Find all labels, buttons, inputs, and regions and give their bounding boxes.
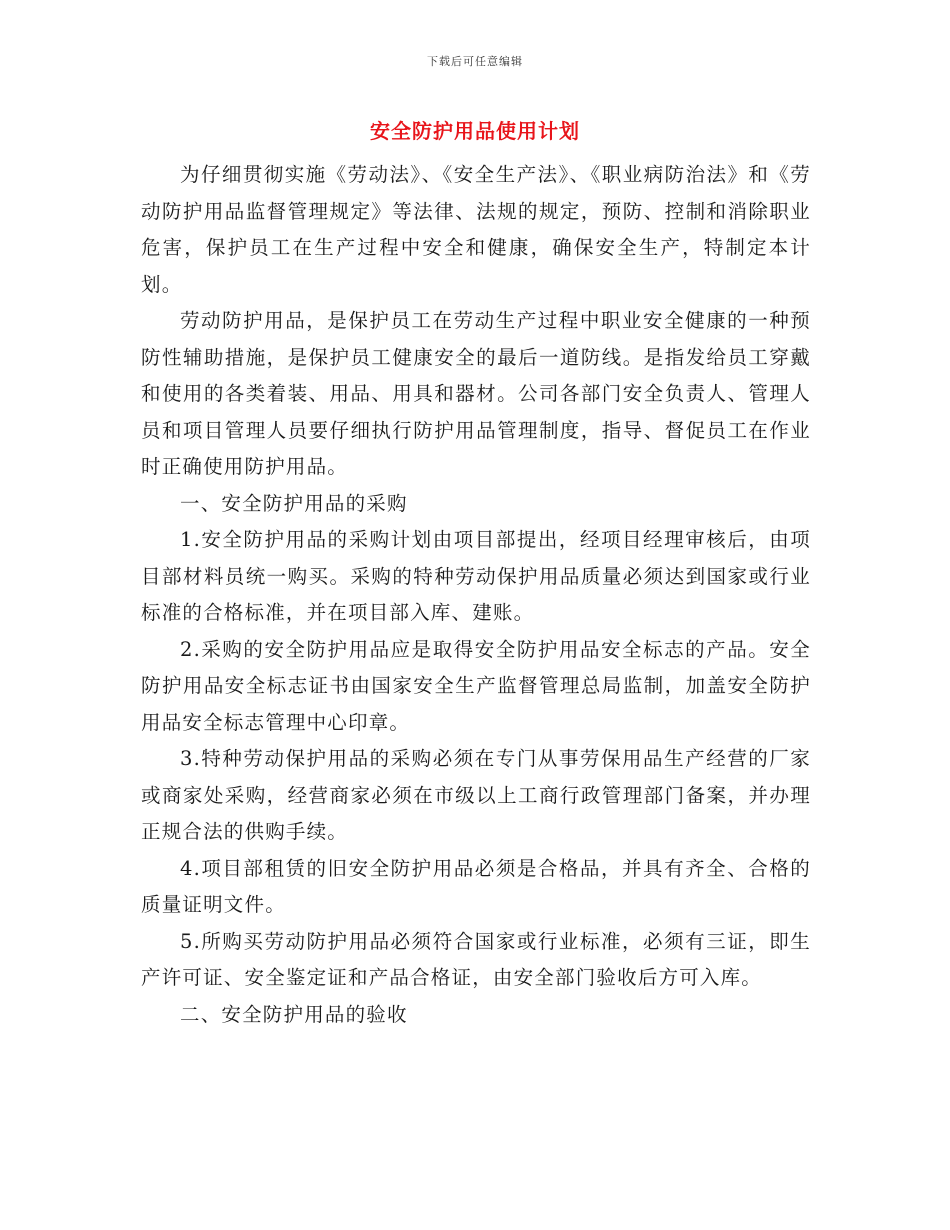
list-item: 1.安全防护用品的采购计划由项目部提出，经项目经理审核后，由项目部材料员统一购买。采购的特种劳动保护用品质量必须达到国家或行业标准的合格标准，并在项目部入库、建账。 — [141, 528, 811, 624]
list-item: 4.项目部租赁的旧安全防护用品必须是合格品，并具有齐全、合格的质量证明文件。 — [141, 856, 811, 916]
document-title: 安全防护用品使用计划 — [370, 119, 580, 143]
paragraph-intro: 为仔细贯彻实施《劳动法》、《安全生产法》、《职业病防治法》和《劳动防护用品监督管理规定》等法律、法规的规定，预防、控制和消除职业危害，保护员工在生产过程中安全和健康，确保安全生产，特制定本计划。 — [141, 163, 811, 296]
document-body — [141, 157, 811, 1033]
list-item: 5.所购买劳动防护用品必须符合国家或行业标准，必须有三证，即生产许可证、安全鉴定证和产品合格证，由安全部门验收后方可入库。 — [141, 929, 811, 989]
list-item: 2.采购的安全防护用品应是取得安全防护用品安全标志的产品。安全防护用品安全标志证书由国家安全生产监督管理总局监制，加盖安全防护用品安全标志管理中心印章。 — [141, 637, 811, 734]
list-item: 3.特种劳动保护用品的采购必须在专门从事劳保用品生产经营的厂家或商家处采购，经营商家必须在市级以上工商行政管理部门备案，并办理正规合法的供购手续。 — [141, 747, 811, 843]
header-note: 下载后可任意编辑 — [427, 55, 523, 68]
section-heading-procurement: 一、安全防护用品的采购 — [180, 491, 408, 515]
section-heading-acceptance: 二、安全防护用品的验收 — [180, 1002, 408, 1026]
paragraph-definition: 劳动防护用品，是保护员工在劳动生产过程中职业安全健康的一种预防性辅助措施，是保护员工健康安全的最后一道防线。是指发给员工穿戴和使用的各类着装、用品、用具和器材。公司各部门安全负责人、管理人员和项目管理人员要仔细执行防护用品管理制度，指导、督促员工在作业时正确使用防护用品。 — [141, 309, 811, 478]
